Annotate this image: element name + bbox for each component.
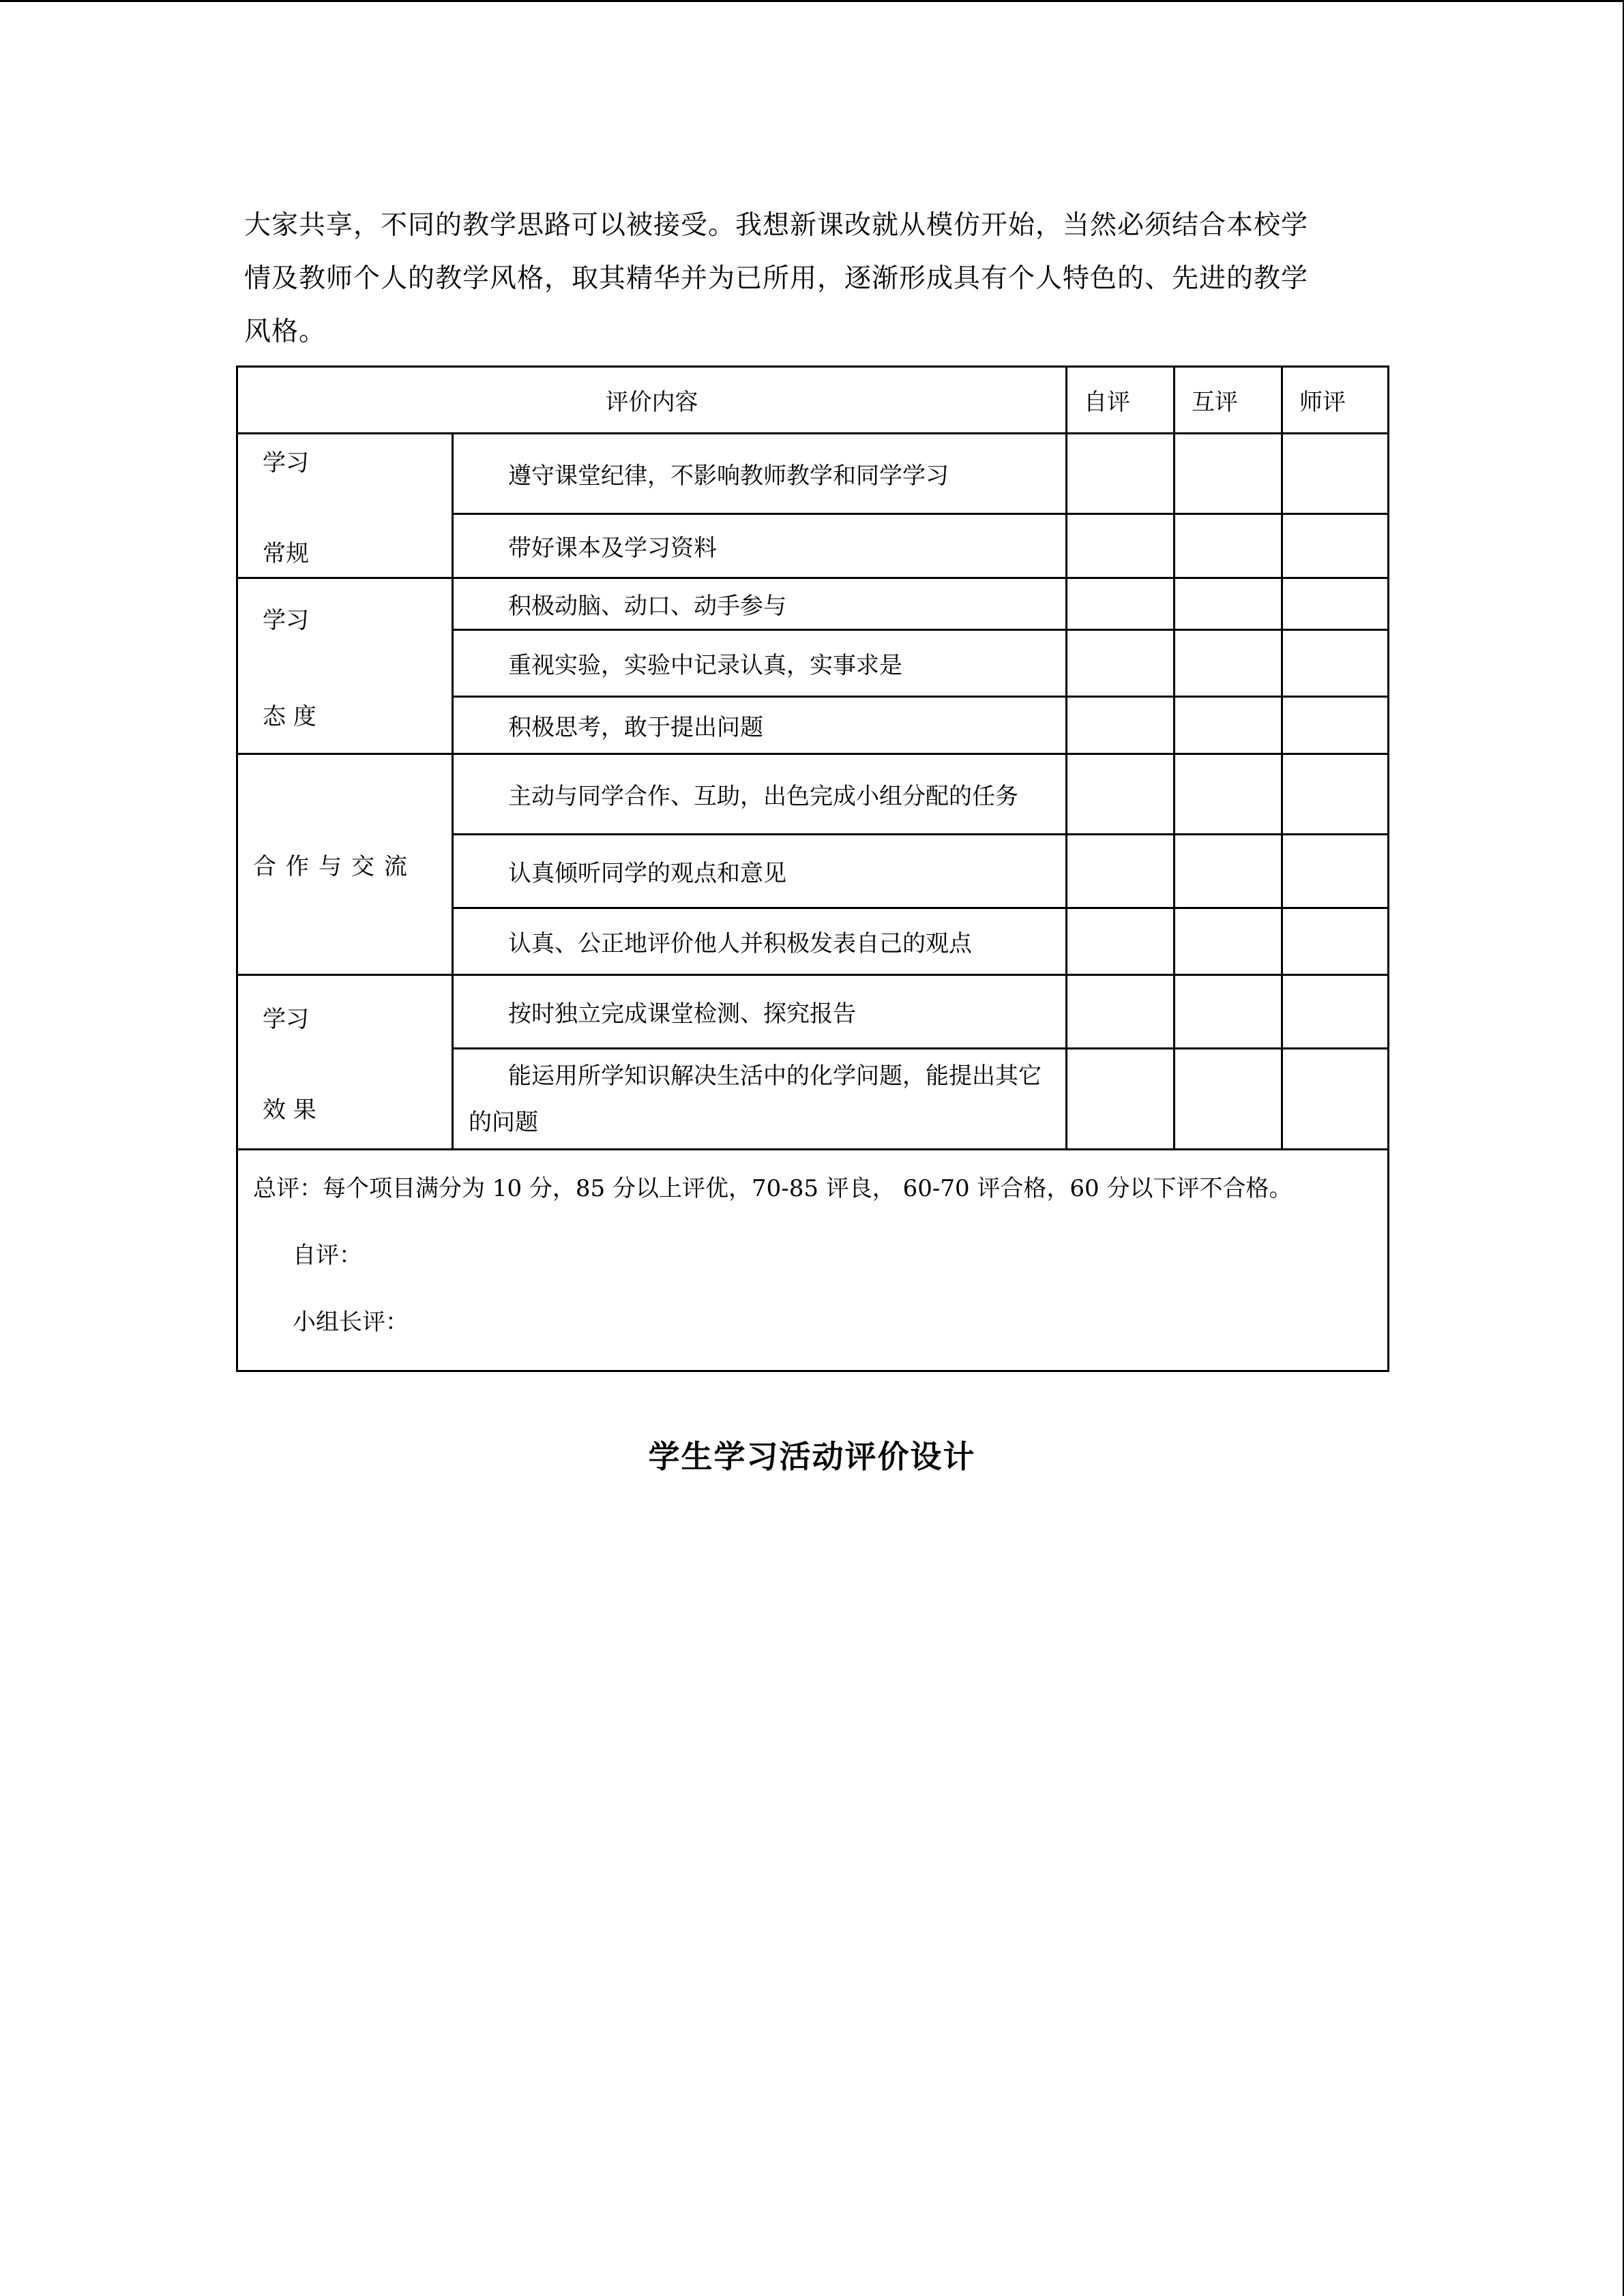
category-line: 学习 — [263, 449, 309, 477]
teacher-score-cell[interactable] — [1282, 578, 1389, 630]
criterion-text: 认真倾听同学的观点和意见 — [453, 835, 1067, 908]
self-score-cell[interactable] — [1067, 975, 1175, 1049]
peer-score-cell[interactable] — [1175, 578, 1282, 630]
category-line: 学习 — [263, 606, 309, 634]
teacher-score-cell[interactable] — [1282, 835, 1389, 908]
category-study-effect — [237, 975, 453, 1150]
teacher-score-cell[interactable] — [1282, 908, 1389, 975]
self-score-cell[interactable] — [1067, 514, 1175, 578]
page-top-border — [0, 0, 1624, 2]
criterion-text: 能运用所学知识解决生活中的化学问题，能提出其它的问题 — [453, 1049, 1067, 1150]
summary-rule: 总评：每个项目满分为 10 分，85 分以上评优，70-85 评良， 60-70 评合格，60 分以下评不合格。 — [253, 1175, 1293, 1202]
peer-score-cell[interactable] — [1175, 908, 1282, 975]
teacher-score-cell[interactable] — [1282, 975, 1389, 1049]
category-cooperation-communication: 合作与交流 — [237, 754, 453, 975]
criterion-text: 积极思考，敢于提出问题 — [453, 697, 1067, 754]
peer-score-cell[interactable] — [1175, 630, 1282, 697]
intro-line-2: 情及教师个人的教学风格，取其精华并为已所用，逐渐形成具有个人特色的、先进的教学 — [244, 263, 1309, 294]
teacher-score-cell[interactable] — [1282, 1049, 1389, 1150]
intro-line-1: 大家共享，不同的教学思路可以被接受。我想新课改就从模仿开始，当然必须结合本校学 — [244, 210, 1309, 241]
teacher-score-cell[interactable] — [1282, 514, 1389, 578]
intro-paragraph — [244, 199, 1376, 359]
criterion-text: 带好课本及学习资料 — [453, 514, 1067, 578]
group-leader-eval-label[interactable]: 小组长评： — [293, 1309, 409, 1336]
criterion-text: 主动与同学合作、互助，出色完成小组分配的任务 — [453, 754, 1067, 835]
self-score-cell[interactable] — [1067, 1049, 1175, 1150]
self-score-cell[interactable] — [1067, 630, 1175, 697]
self-score-cell[interactable] — [1067, 908, 1175, 975]
table-row — [237, 975, 1389, 1049]
self-score-cell[interactable] — [1067, 434, 1175, 514]
teacher-score-cell[interactable] — [1282, 630, 1389, 697]
table-header-row — [237, 367, 1389, 434]
summary-row — [237, 1150, 1389, 1371]
criterion-text: 重视实验，实验中记录认真，实事求是 — [453, 630, 1067, 697]
category-line: 常规 — [263, 539, 309, 567]
header-peer-eval: 互评 — [1175, 367, 1282, 434]
peer-score-cell[interactable] — [1175, 975, 1282, 1049]
self-score-cell[interactable] — [1067, 697, 1175, 754]
category-study-routine — [237, 434, 453, 578]
peer-score-cell[interactable] — [1175, 697, 1282, 754]
evaluation-table — [236, 366, 1389, 1372]
category-line: 态 度 — [263, 702, 316, 730]
peer-score-cell[interactable] — [1175, 514, 1282, 578]
criterion-text: 认真、公正地评价他人并积极发表自己的观点 — [453, 908, 1067, 975]
self-score-cell[interactable] — [1067, 578, 1175, 630]
summary-cell — [237, 1150, 1389, 1371]
peer-score-cell[interactable] — [1175, 1049, 1282, 1150]
criterion-text: 遵守课堂纪律，不影响教师教学和同学学习 — [453, 434, 1067, 514]
header-teacher-eval: 师评 — [1282, 367, 1389, 434]
section-title: 学生学习活动评价设计 — [648, 1438, 976, 1475]
teacher-score-cell[interactable] — [1282, 434, 1389, 514]
self-score-cell[interactable] — [1067, 835, 1175, 908]
category-line: 效 果 — [263, 1096, 316, 1124]
table-row — [237, 754, 1389, 835]
table-row — [237, 434, 1389, 514]
peer-score-cell[interactable] — [1175, 434, 1282, 514]
header-evaluation-content: 评价内容 — [237, 367, 1067, 434]
header-self-eval: 自评 — [1067, 367, 1175, 434]
self-score-cell[interactable] — [1067, 754, 1175, 835]
category-study-attitude — [237, 578, 453, 754]
intro-line-3: 风格。 — [244, 316, 327, 347]
teacher-score-cell[interactable] — [1282, 697, 1389, 754]
table-row — [237, 578, 1389, 630]
criterion-text: 按时独立完成课堂检测、探究报告 — [453, 975, 1067, 1049]
self-eval-label[interactable]: 自评： — [293, 1242, 362, 1269]
criterion-text: 积极动脑、动口、动手参与 — [453, 578, 1067, 630]
peer-score-cell[interactable] — [1175, 754, 1282, 835]
category-line: 学习 — [263, 1005, 309, 1033]
peer-score-cell[interactable] — [1175, 835, 1282, 908]
teacher-score-cell[interactable] — [1282, 754, 1389, 835]
